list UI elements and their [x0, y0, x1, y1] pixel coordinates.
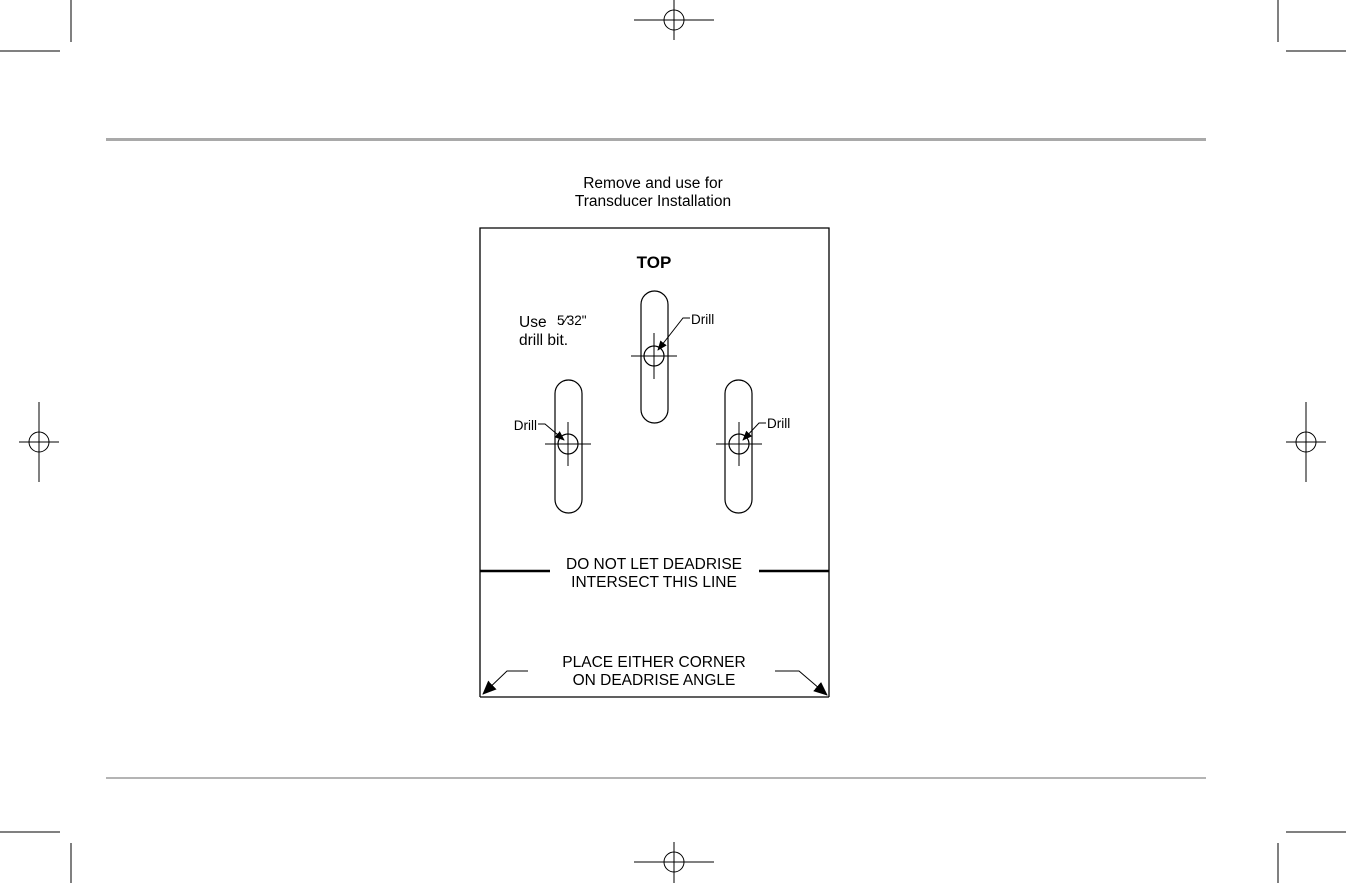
corner-note-line-1: PLACE EITHER CORNER [562, 654, 746, 671]
left-slot [538, 380, 591, 513]
drill-label-right: Drill [767, 416, 791, 431]
drill-label-center: Drill [691, 312, 715, 327]
right-slot [716, 380, 766, 513]
deadrise-warning-line-2: INTERSECT THIS LINE [571, 574, 737, 591]
corner-arrow-left [483, 671, 528, 694]
corner-note-line-2: ON DEADRISE ANGLE [572, 672, 736, 689]
caption-line-2: Transducer Installation [574, 193, 732, 210]
center-slot [631, 291, 690, 423]
drill-bit-use: Use [519, 314, 547, 331]
deadrise-warning-line-1: DO NOT LET DEADRISE [566, 556, 742, 573]
corner-arrow-right [775, 671, 827, 695]
template-border [480, 228, 829, 697]
top-label: TOP [636, 253, 672, 272]
drill-bit-size: 5⁄32" [557, 313, 587, 328]
drill-label-left: Drill [513, 418, 537, 433]
drill-bit-line-2: drill bit. [519, 332, 569, 349]
caption-line-1: Remove and use for [583, 175, 723, 192]
